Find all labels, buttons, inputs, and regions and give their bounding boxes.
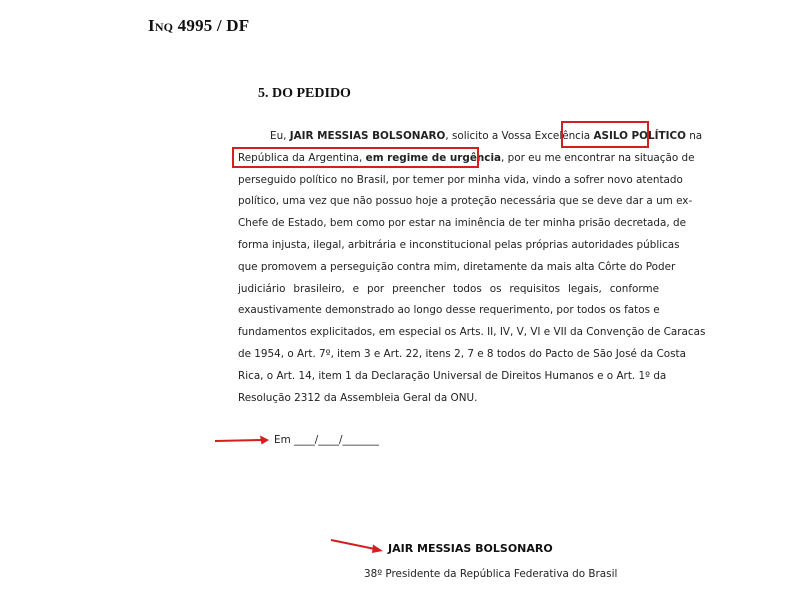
paragraph-line [238, 388, 659, 408]
text-span: Eu, [270, 130, 290, 142]
text-span: Chefe de Estado, bem como por estar na iminência de ter minha prisão decretada, de [238, 217, 686, 230]
paragraph-line [238, 235, 680, 255]
paragraph-line [238, 148, 695, 168]
text-span: República da Argentina, [238, 151, 366, 164]
text-span: Rica, o Art. 14, item 1 da Declaração Universal de Direitos Humanos e o Art. 1º da [238, 369, 667, 382]
text-span: na [685, 130, 703, 142]
paragraph-line [238, 191, 693, 211]
text-span: de 1954, o Art. 7º, item 3 e Art. 22, itens 2, 7 e 8 todos do Pacto de São José da Costa [238, 348, 686, 360]
text-span: Resolução 2312 da Assembleia Geral da ONU. [238, 391, 478, 404]
date-field: Em ____/____/_______ [274, 434, 379, 446]
text-span: , solicito a Vossa Excelência [445, 130, 594, 142]
text-span: , por eu me encontrar na situação de [501, 151, 695, 164]
text-span: judiciário brasileiro, e por preencher todos os requisitos legais, conforme [238, 282, 659, 295]
text-span: perseguido político no Brasil, por temer por minha vida, vindo a sofrer novo atentado [238, 173, 683, 186]
paragraph-line [238, 170, 683, 190]
bold-phrase: ASILO POLÍTICO [593, 130, 686, 142]
paragraph-line [238, 322, 706, 342]
paragraph-line [270, 126, 703, 146]
signature-name: JAIR MESSIAS BOLSONARO [388, 542, 553, 555]
red-arrow-signature-icon [330, 538, 384, 554]
paragraph-line [238, 279, 659, 299]
text-span: exaustivamente demonstrado ao longo desse requerimento, por todos os fatos e [238, 304, 660, 317]
paragraph-line [238, 366, 667, 386]
case-reference-header: Inq 4995 / DF [148, 16, 250, 35]
text-span: político, uma vez que não possuo hoje a proteção necessária que se deve dar a um ex- [238, 195, 693, 208]
paragraph-line [238, 300, 659, 320]
bold-phrase: em regime de urgência [365, 151, 502, 164]
paragraph-line [238, 213, 686, 233]
paragraph-line [238, 344, 686, 364]
paragraph-line [238, 257, 676, 277]
text-span: fundamentos explicitados, em especial os Arts. II, IV, V, VI e VII da Convenção de Caracas [238, 326, 706, 339]
text-span: forma injusta, ilegal, arbitrária e inconstitucional pelas próprias autoridades públicas [238, 239, 680, 251]
section-title: 5. DO PEDIDO [258, 86, 351, 101]
text-span: que promovem a perseguição contra mim, diretamente da mais alta Côrte do Poder [238, 260, 676, 273]
bold-phrase: JAIR MESSIAS BOLSONARO [289, 130, 446, 142]
signature-title: 38º Presidente da República Federativa do Brasil [364, 568, 618, 580]
red-arrow-date-icon [214, 434, 270, 446]
